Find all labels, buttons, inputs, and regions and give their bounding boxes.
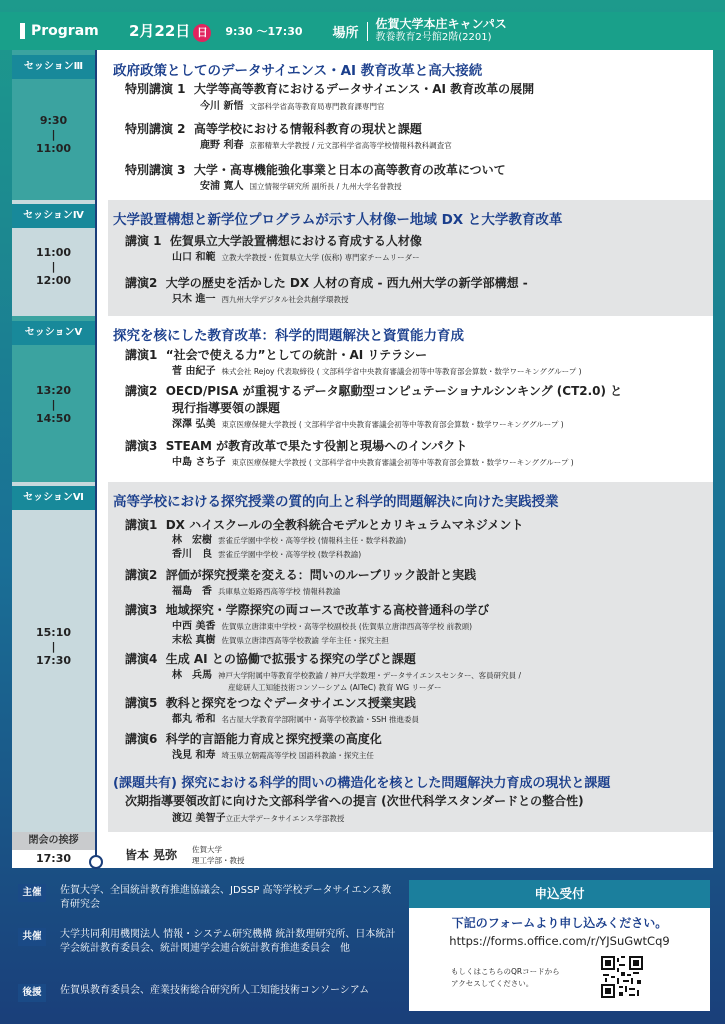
speaker-affiliation-cont: 産総研人工知能技術コンソーシアム (AITeC) 教育 WG リーダー bbox=[228, 683, 442, 692]
time-sep: | bbox=[51, 128, 56, 141]
session5-label: セッションⅤ bbox=[12, 321, 95, 345]
speaker-name: 今川 新悟 bbox=[200, 101, 244, 112]
lecture-number: 講演2 bbox=[125, 276, 158, 290]
lecture-number: 講演4 bbox=[125, 652, 158, 666]
qr-text-line1: もしくはこちらのQRコードから bbox=[451, 967, 560, 976]
closing-time: 17:30 bbox=[35, 852, 71, 865]
speaker-name: 中西 美香 bbox=[172, 621, 216, 632]
lecture-text: 大学等高等教育におけるデータサイエンス・AI 教育改革の展開 bbox=[193, 82, 535, 96]
speaker-affiliation: 埼玉県立朝霞高等学校 国語科教諭・探究主任 bbox=[221, 751, 374, 760]
lecture-title bbox=[125, 121, 422, 137]
date-text: 2月22日 bbox=[129, 22, 191, 40]
session4-time bbox=[12, 246, 95, 288]
place-label: 場所 bbox=[333, 22, 368, 41]
closing-column bbox=[12, 832, 95, 868]
application-message: 下記のフォームより申し込みください。 bbox=[451, 916, 668, 930]
speaker-name: 深澤 弘美 bbox=[172, 419, 216, 430]
speaker-affiliation: 京都精華大学教授 / 元文部科学省高等学校情報科教科調査官 bbox=[249, 141, 452, 150]
session4-title: 大学設置構想と新学位プログラムが示す人材像ー地域 DX と大学教育改革 bbox=[113, 212, 563, 228]
speaker bbox=[172, 365, 582, 378]
shared-issue-title: (課題共有) 探究における科学的問いの構造化を核とした問題解決力育成の現状と課題 bbox=[113, 776, 611, 791]
session6-title: 高等学校における探究授業の質的向上と科学的問題解決に向けた実践授業 bbox=[113, 494, 559, 510]
lecture-number: 特別講演 3 bbox=[125, 163, 186, 177]
speaker bbox=[172, 534, 406, 547]
speaker-name: 只木 進一 bbox=[172, 294, 216, 305]
speaker-affiliation: 神戸大学附属中等教育学校教諭 / 神戸大学数理・データサイエンスセンター、客員研究員 / bbox=[218, 671, 522, 680]
speaker-affiliation: 雲雀丘学園中学校・高等学校 (情報科主任・数学科教諭) bbox=[218, 536, 407, 545]
organizer-row bbox=[18, 884, 398, 912]
lecture-text: STEAM が教育改革で果たす役割と現場へのインパクト bbox=[165, 439, 468, 453]
closing-aff-line1: 佐賀大学 bbox=[192, 845, 222, 854]
lecture-number: 講演3 bbox=[125, 439, 158, 453]
speaker-name: 菅 由紀子 bbox=[172, 366, 216, 377]
lecture-number: 講演2 bbox=[125, 384, 158, 398]
closing-affiliation bbox=[192, 844, 245, 866]
speaker-name: 末松 真樹 bbox=[172, 635, 216, 646]
time-end: 17:30 bbox=[35, 654, 71, 667]
lecture-text: 高等学校における情報科教育の現状と課題 bbox=[193, 122, 422, 136]
session5-time bbox=[12, 384, 95, 426]
session3-time bbox=[12, 114, 95, 156]
speaker-name: 香川 良 bbox=[172, 549, 212, 560]
lecture-number: 講演3 bbox=[125, 603, 158, 617]
session6-time bbox=[12, 626, 95, 668]
speaker-affiliation: 雲雀丘学園中学校・高等学校 (数学科教諭) bbox=[218, 550, 362, 559]
speaker bbox=[172, 585, 340, 598]
speaker-affiliation: 東京医療保健大学教授 ( 文部科学省中央教育審議会初等中等教育部会算数・数学ワーキンググループ ) bbox=[221, 420, 564, 429]
speaker bbox=[200, 100, 384, 113]
lecture-title bbox=[125, 438, 467, 454]
timeline-end-circle bbox=[89, 855, 103, 869]
lecture-title bbox=[125, 651, 416, 667]
lecture-title: 次期指導要領改訂に向けた文部科学省への提言 (次世代科学スタンダードとの整合性) bbox=[125, 794, 584, 808]
speaker-name: 渡辺 美智子 bbox=[172, 813, 226, 824]
time-sep: | bbox=[51, 260, 56, 273]
speaker bbox=[172, 713, 419, 726]
organizer-tag: 主催 bbox=[18, 884, 46, 902]
speaker-name: 林 宏樹 bbox=[172, 535, 212, 546]
speaker bbox=[172, 812, 344, 825]
speaker bbox=[172, 293, 349, 306]
time-start: 13:20 bbox=[35, 384, 71, 397]
cohost-row bbox=[18, 928, 398, 956]
speaker-name: 中島 さち子 bbox=[172, 457, 226, 468]
closing-label: 閉会の挨拶 bbox=[12, 832, 95, 850]
time-end: 12:00 bbox=[35, 274, 71, 287]
venue bbox=[376, 17, 507, 45]
lecture-text: DX ハイスクールの全教科統合モデルとカリキュラムマネジメント bbox=[165, 518, 524, 532]
support-row bbox=[18, 984, 398, 1002]
speaker bbox=[172, 634, 389, 647]
lecture-text: 教科と探究をつなぐデータサイエンス授業実践 bbox=[165, 696, 417, 710]
event-time: 9:30 〜17:30 bbox=[225, 25, 303, 38]
time-sep: | bbox=[51, 640, 56, 653]
speaker-affiliation: 佐賀県立唐津東中学校・高等学校副校長 (佐賀県立唐津西高等学校 前教頭) bbox=[221, 622, 473, 631]
speaker bbox=[200, 180, 402, 193]
speaker-affiliation: 佐賀県立唐津西高等学校教諭 学年主任・探究主担 bbox=[221, 636, 389, 645]
day-of-week-badge: 日 bbox=[193, 24, 211, 42]
speaker bbox=[172, 669, 521, 682]
speaker bbox=[200, 139, 452, 152]
speaker-affiliation: 兵庫県立姫路西高等学校 情報科教諭 bbox=[218, 587, 341, 596]
speaker-affiliation: 東京医療保健大学教授 ( 文部科学省中央教育審議会初等中等教育部会算数・数学ワーキンググループ ) bbox=[231, 458, 574, 467]
lecture-text: 科学的言語能力育成と探究授業の高度化 bbox=[165, 732, 382, 746]
lecture-text: 生成 AI との協働で拡張する探究の学びと課題 bbox=[165, 652, 416, 666]
lecture-number: 講演1 bbox=[125, 518, 158, 532]
support-tag: 後援 bbox=[18, 984, 46, 1002]
speaker bbox=[172, 456, 574, 469]
session5-title: 探究を核にした教育改革：科学的問題解決と資質能力育成 bbox=[113, 328, 464, 344]
speaker-affiliation: 名古屋大学教育学部附属中・高等学校教諭・SSH 推進委員 bbox=[221, 715, 420, 724]
lecture-title bbox=[125, 567, 476, 583]
timeline-line bbox=[95, 50, 97, 862]
speaker bbox=[172, 749, 374, 762]
lecture-title bbox=[125, 517, 523, 533]
session3-title: 政府政策としてのデータサイエンス・AI 教育改革と高大接続 bbox=[113, 63, 483, 79]
speaker bbox=[172, 418, 564, 431]
speaker-affiliation: 立教大学教授・佐賀県立大学 (仮称) 専門家チームリーダー bbox=[221, 253, 420, 262]
speaker-name: 林 兵馬 bbox=[172, 670, 212, 681]
header-accent bbox=[20, 23, 25, 39]
venue-room: 教養教育2号館2階(2201) bbox=[375, 32, 492, 43]
lecture-title bbox=[125, 233, 422, 249]
lecture-text: “社会で使える力”としての統計・AI リテラシー bbox=[165, 348, 428, 362]
lecture-title bbox=[125, 347, 427, 363]
lecture-title bbox=[125, 275, 528, 291]
closing-aff-line2: 理工学部・教授 bbox=[192, 856, 245, 865]
speaker bbox=[172, 251, 420, 264]
lecture-text: 地域探究・学際探究の両コースで改革する高校普通科の学び bbox=[165, 603, 490, 617]
application-box bbox=[409, 880, 710, 1011]
time-sep: | bbox=[51, 398, 56, 411]
cohost-tag: 共催 bbox=[18, 928, 46, 946]
lecture-number: 講演 1 bbox=[125, 234, 162, 248]
lecture-number: 特別講演 2 bbox=[125, 122, 186, 136]
application-header: 申込受付 bbox=[409, 880, 710, 908]
venue-name: 佐賀大学本庄キャンパス bbox=[375, 17, 507, 31]
speaker-name: 福島 香 bbox=[172, 586, 212, 597]
speaker-name: 浅見 和寿 bbox=[172, 750, 216, 761]
lecture-number: 特別講演 1 bbox=[125, 82, 186, 96]
qr-instructions bbox=[451, 966, 560, 990]
speaker-affiliation: 文部科学省高等教育局専門教育課専門官 bbox=[249, 102, 385, 111]
lecture-text: 佐賀県立大学設置構想における育成する人材像 bbox=[169, 234, 422, 248]
event-date bbox=[129, 20, 211, 42]
lecture-title bbox=[125, 162, 506, 178]
session4-label: セッションⅣ bbox=[12, 204, 95, 228]
speaker-affiliation: 国立情報学研究所 副所長 / 九州大学名誉教授 bbox=[249, 182, 402, 191]
lecture-text: 評価が探究授業を変える：問いのルーブリック設計と実践 bbox=[165, 568, 477, 582]
time-end: 11:00 bbox=[35, 142, 71, 155]
speaker bbox=[172, 620, 472, 633]
session6-label: セッションⅥ bbox=[12, 486, 95, 510]
lecture-text: OECD/PISA が重視するデータ駆動型コンピュテーショナルシンキング (CT2.0) と bbox=[165, 384, 623, 398]
program-panel bbox=[12, 50, 713, 868]
lecture-title bbox=[125, 81, 534, 97]
program-label: Program bbox=[31, 23, 99, 39]
lecture-text: 大学の歴史を活かした DX 人材の育成 - 西九州大学の新学部構想 - bbox=[165, 276, 528, 290]
lecture-title-cont: 現行指導要領の課題 bbox=[172, 401, 281, 415]
lecture-number: 講演1 bbox=[125, 348, 158, 362]
time-end: 14:50 bbox=[35, 412, 71, 425]
application-url-link[interactable]: https://forms.office.com/r/YJSuGwtCq9 bbox=[449, 934, 670, 948]
lecture-title bbox=[125, 695, 416, 711]
speaker-name: 都丸 希和 bbox=[172, 714, 216, 725]
speaker bbox=[172, 548, 361, 561]
speaker-affiliation: 株式会社 Rejoy 代表取締役 ( 文部科学省中央教育審議会初等中等教育部会算数・数学ワーキンググループ ) bbox=[221, 367, 582, 376]
lecture-text: 大学・高専機能強化事業と日本の高等教育の改革について bbox=[193, 163, 506, 177]
lecture-title bbox=[125, 383, 622, 399]
cohost-text: 大学共同利用機関法人 情報・システム研究機構 統計数理研究所、日本統計学会統計教育委員会、統計関連学会連合統計教育推進委員会 他 bbox=[60, 929, 396, 954]
lecture-number: 講演6 bbox=[125, 732, 158, 746]
lecture-title bbox=[125, 602, 489, 618]
speaker-affiliation: 立正大学データサイエンス学部教授 bbox=[225, 814, 345, 823]
session3-label: セッションⅢ bbox=[12, 55, 95, 79]
speaker-name: 安浦 寛人 bbox=[200, 181, 244, 192]
speaker-affiliation: 西九州大学デジタル社会共創学環教授 bbox=[221, 295, 349, 304]
qr-code-icon[interactable] bbox=[601, 956, 643, 998]
time-start: 9:30 bbox=[39, 114, 68, 127]
lecture-number: 講演5 bbox=[125, 696, 158, 710]
qr-text-line2: アクセスしてください。 bbox=[451, 979, 534, 988]
lecture-number: 講演2 bbox=[125, 568, 158, 582]
speaker-name: 山口 和範 bbox=[172, 252, 216, 263]
time-start: 11:00 bbox=[35, 246, 71, 259]
lecture-title bbox=[125, 731, 382, 747]
time-start: 15:10 bbox=[35, 626, 71, 639]
header-bar bbox=[0, 12, 725, 50]
speaker-name: 鹿野 利春 bbox=[200, 140, 244, 151]
support-text: 佐賀県教育委員会、産業技術総合研究所人工知能技術コンソーシアム bbox=[60, 985, 370, 996]
closing-speaker: 皆本 晃弥 bbox=[125, 848, 178, 862]
organizer-text: 佐賀大学、全国統計教育推進協議会、JDSSP 高等学校データサイエンス教育研究会 bbox=[60, 885, 392, 910]
